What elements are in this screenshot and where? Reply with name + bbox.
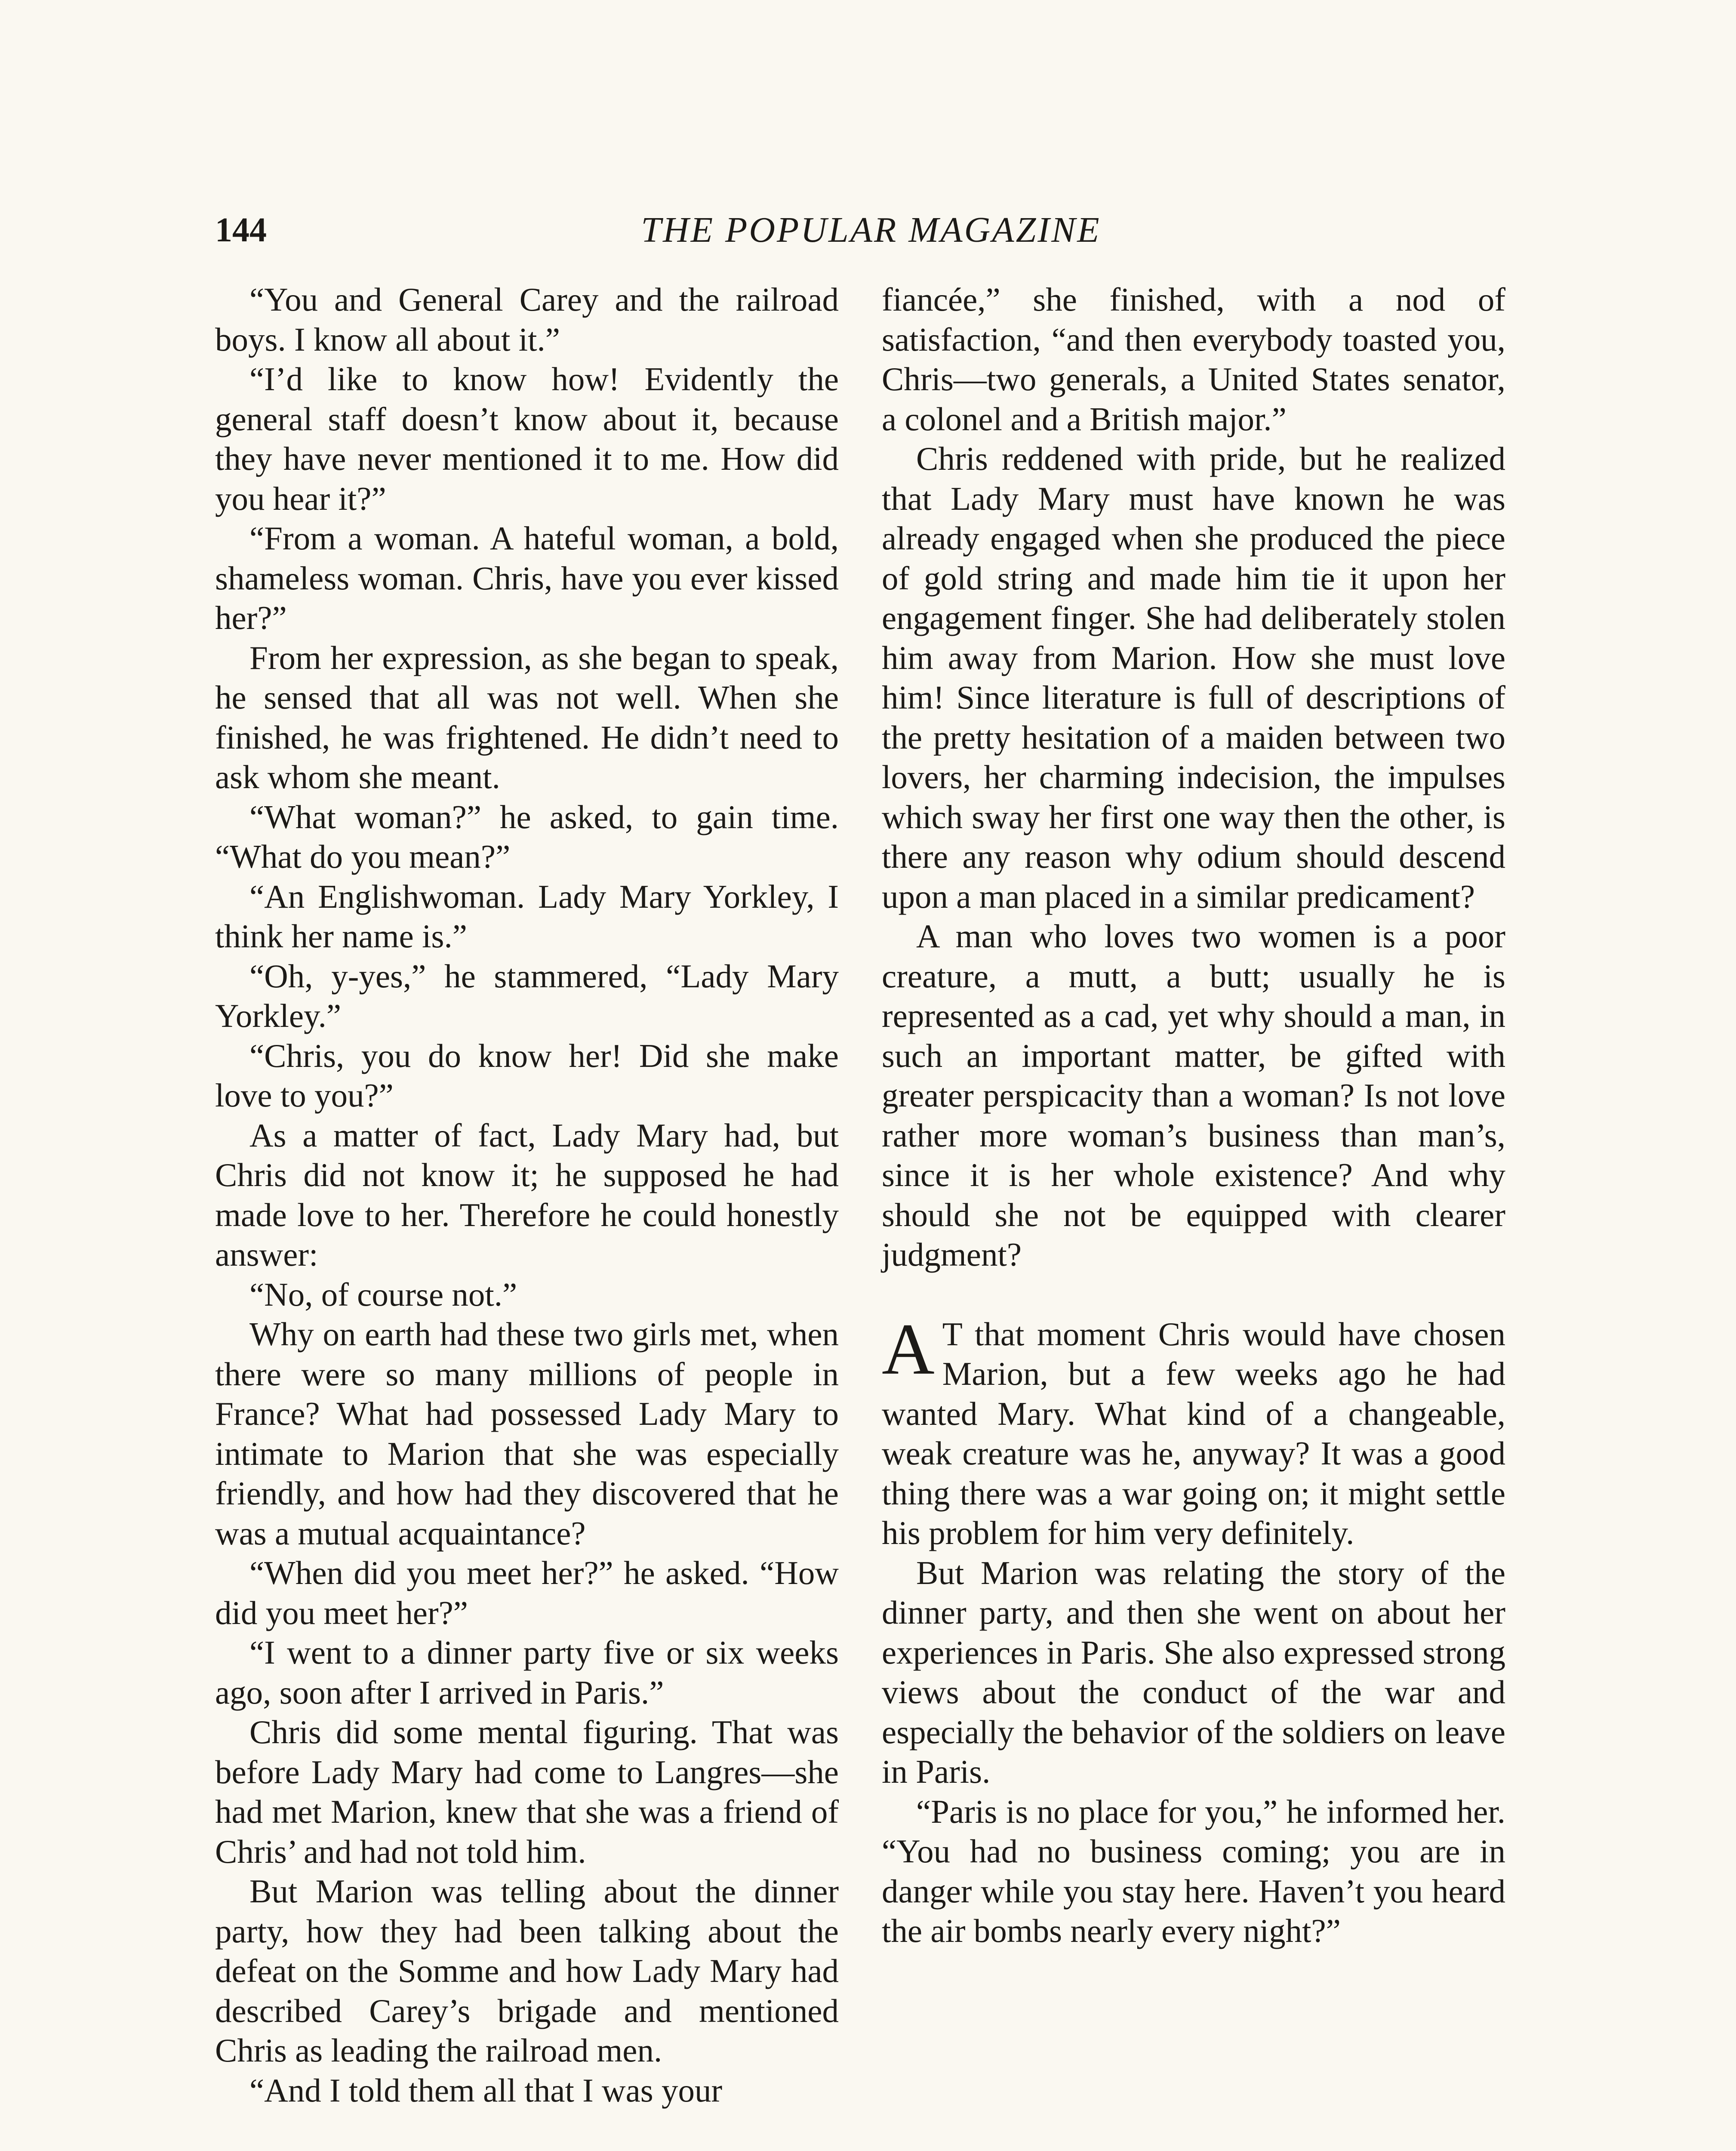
magazine-title: THE POPULAR MAGAZINE bbox=[641, 210, 1101, 250]
page-number: 144 bbox=[215, 211, 267, 249]
paragraph: “No, of course not.” bbox=[249, 1276, 517, 1313]
paragraph: A man who loves two women is a poor creature, a mutt, a butt; usually he is represented as a cad, yet why should a man, in such an important matter, be gifted with greater perspicacity than a woman? Is not love rather more woman’s business than man’s, since it is her whole existence? And why should she not be equipped with clearer judgment? bbox=[882, 918, 1505, 1273]
paragraph: Why on earth had these two girls met, when there were so many millions of people in France? What had possessed Lady Mary to intimate to Marion that she was especially friendly, and how had they discovered that he was a mutual acquaintance? bbox=[215, 1316, 839, 1552]
paragraph: “What woman?” he asked, to gain time. “What do you mean?” bbox=[215, 798, 839, 875]
drop-cap-paragraph-text: T that moment Chris would have chosen Marion, but a few weeks ago he had wanted Mary. What kind of a changeable, weak creature was he, anyway? It was a good thing there was a war going on; it might settle his problem for him very definitely. bbox=[882, 1315, 1505, 1551]
drop-cap: A bbox=[882, 1308, 935, 1390]
paragraph: But Marion was telling about the dinner party, how they had been talking about the defeat on the Somme and how Lady Mary had described Carey’s brigade and mentioned Chris as leading the railroad men. bbox=[215, 1873, 839, 2069]
paragraph: “Oh, y-yes,” he stammered, “Lady Mary Yorkley.” bbox=[215, 957, 839, 1034]
paragraph: “And I told them all that I was your bbox=[249, 2071, 723, 2109]
page-header bbox=[215, 206, 1527, 254]
continued-paragraph: fiancée,” she finished, with a nod of satisfaction, “and then everybody toasted you, Chris—two generals, a United States senator, a colonel and a British major.” bbox=[882, 281, 1505, 438]
paragraph: As a matter of fact, Lady Mary had, but Chris did not know it; he supposed he had made love to her. Therefore he could honestly answer: bbox=[215, 1116, 839, 1273]
paragraph: “Paris is no place for you,” he informed her. “You had no business coming; you are in danger while you stay here. Haven’t you heard the air bombs nearly every night?” bbox=[882, 1793, 1505, 1949]
paragraph: “Chris, you do know her! Did she make love to you?” bbox=[215, 1037, 839, 1114]
right-column bbox=[882, 280, 1505, 1951]
paragraph: “From a woman. A hateful woman, a bold, shameless woman. Chris, have you ever kissed her?” bbox=[215, 520, 839, 636]
paragraph: Chris reddened with pride, but he realized that Lady Mary must have known he was already engaged when she produced the piece of gold string and made him tie it upon her engagement finger. She had deliberately stolen him away from Marion. How she must love him! Since literature is full of descriptions of the pretty hesitation of a maiden between two lovers, her charming indecision, the impulses which sway her first one way then the other, is there any reason why odium should descend upon a man placed in a similar predicament? bbox=[882, 440, 1505, 915]
paragraph: From her expression, as she began to speak, he sensed that all was not well. When she finished, he was frightened. He didn’t need to ask whom she meant. bbox=[215, 639, 839, 795]
paragraph: But Marion was relating the story of the dinner party, and then she went on about her experiences in Paris. She also expressed strong views about the conduct of the war and especially the behavior of the soldiers on leave in Paris. bbox=[882, 1554, 1505, 1790]
paragraph: “An Englishwoman. Lady Mary Yorkley, I think her name is.” bbox=[215, 878, 839, 955]
left-column bbox=[215, 280, 839, 2110]
paragraph: “I went to a dinner party five or six weeks ago, soon after I arrived in Paris.” bbox=[215, 1634, 839, 1711]
paragraph: “When did you meet her?” he asked. “How did you meet her?” bbox=[215, 1554, 839, 1631]
paragraph: “I’d like to know how! Evidently the general staff doesn’t know about it, because they have never mentioned it to me. How did you hear it?” bbox=[215, 361, 839, 517]
paragraph: Chris did some mental figuring. That was before Lady Mary had come to Langres—she had met Marion, knew that she was a friend of Chris’ and had not told him. bbox=[215, 1713, 839, 1870]
drop-cap-paragraph bbox=[882, 1308, 1505, 1553]
section-break bbox=[882, 1275, 1505, 1314]
paragraph: “You and General Carey and the railroad boys. I know all about it.” bbox=[215, 281, 839, 358]
